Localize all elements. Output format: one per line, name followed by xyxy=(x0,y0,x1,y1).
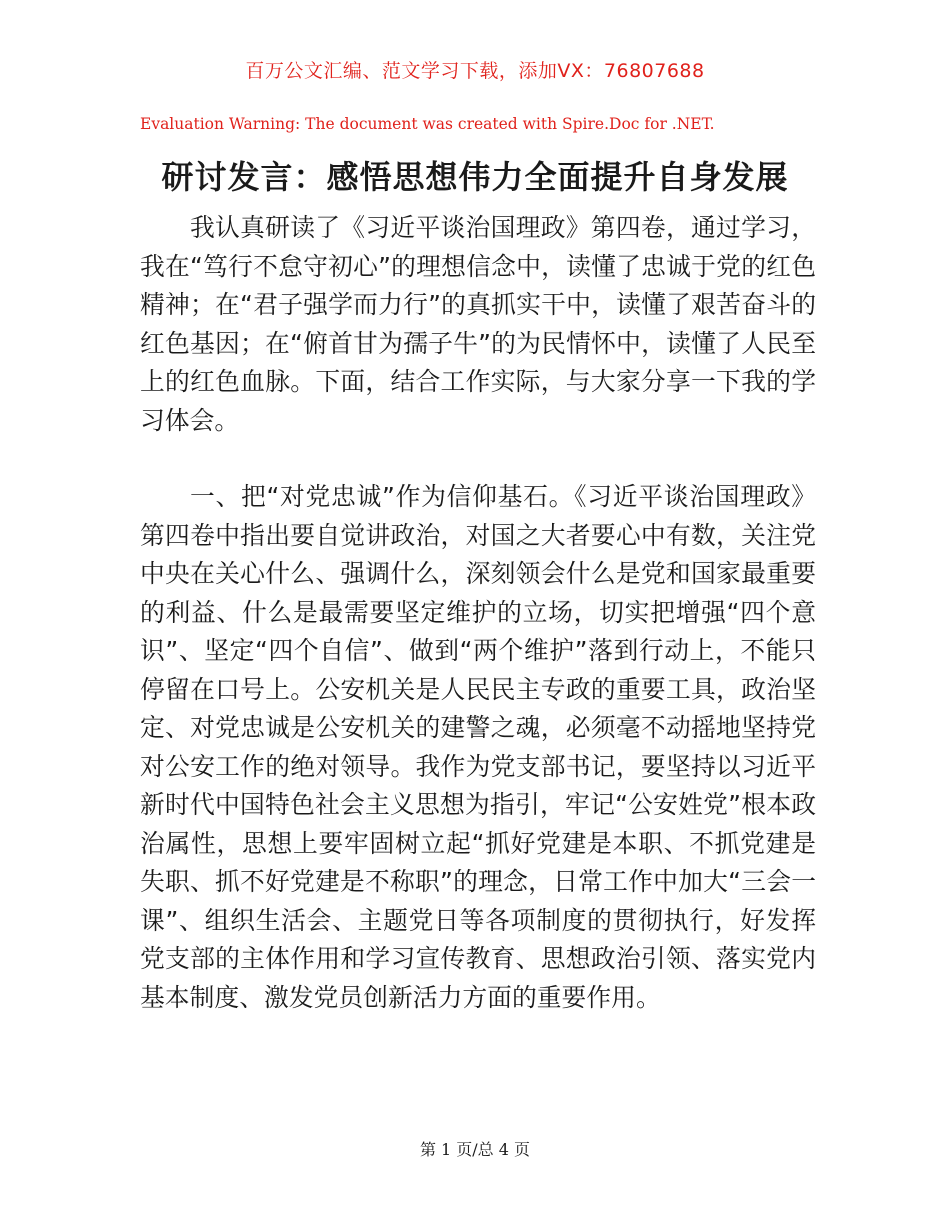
body-paragraph: 我认真研读了《习近平谈治国理政》第四卷，通过学习，我在“笃行不怠守初心”的理想信念中，读懂了忠诚于党的红色精神；在“君子强学而力行”的真抓实干中，读懂了艰苦奋斗的红色基因；在“俯首甘为孺子牛”的为民情怀中，读懂了人民至上的红色血脉。下面，结合工作实际，与大家分享一下我的学习体会。 xyxy=(140,213,816,435)
evaluation-warning: Evaluation Warning: The document was created with Spire.Doc for .NET. xyxy=(140,115,715,133)
header-banner: 百万公文汇编、范文学习下载，添加VX：76807688 xyxy=(245,60,705,82)
page-footer: 第 1 页/总 4 页 xyxy=(419,1140,531,1159)
document-title: 研讨发言：感悟思想伟力全面提升自身发展 xyxy=(161,158,789,196)
body-paragraph: 一、把“对党忠诚”作为信仰基石。《习近平谈治国理政》第四卷中指出要自觉讲政治，对国之大者要心中有数，关注党中央在关心什么、强调什么，深刻领会什么是党和国家最重要的利益、什么是最需要坚定维护的立场，切实把增强“四个意识”、坚定“四个自信”、做到“两个维护”落到行动上，不能只停留在口号上。公安机关是人民民主专政的重要工具，政治坚定、对党忠诚是公安机关的建警之魂，必须毫不动摇地坚持党对公安工作的绝对领导。我作为党支部书记，要坚持以习近平新时代中国特色社会主义思想为指引，牢记“公安姓党”根本政治属性，思想上要牢固树立起“抓好党建是本职、不抓党建是失职、抓不好党建是不称职”的理念，日常工作中加大“三会一课”、组织生活会、主题党日等各项制度的贯彻执行，好发挥党支部的主体作用和学习宣传教育、思想政治引领、落实党内基本制度、激发党员创新活力方面的重要作用。 xyxy=(140,482,816,1012)
